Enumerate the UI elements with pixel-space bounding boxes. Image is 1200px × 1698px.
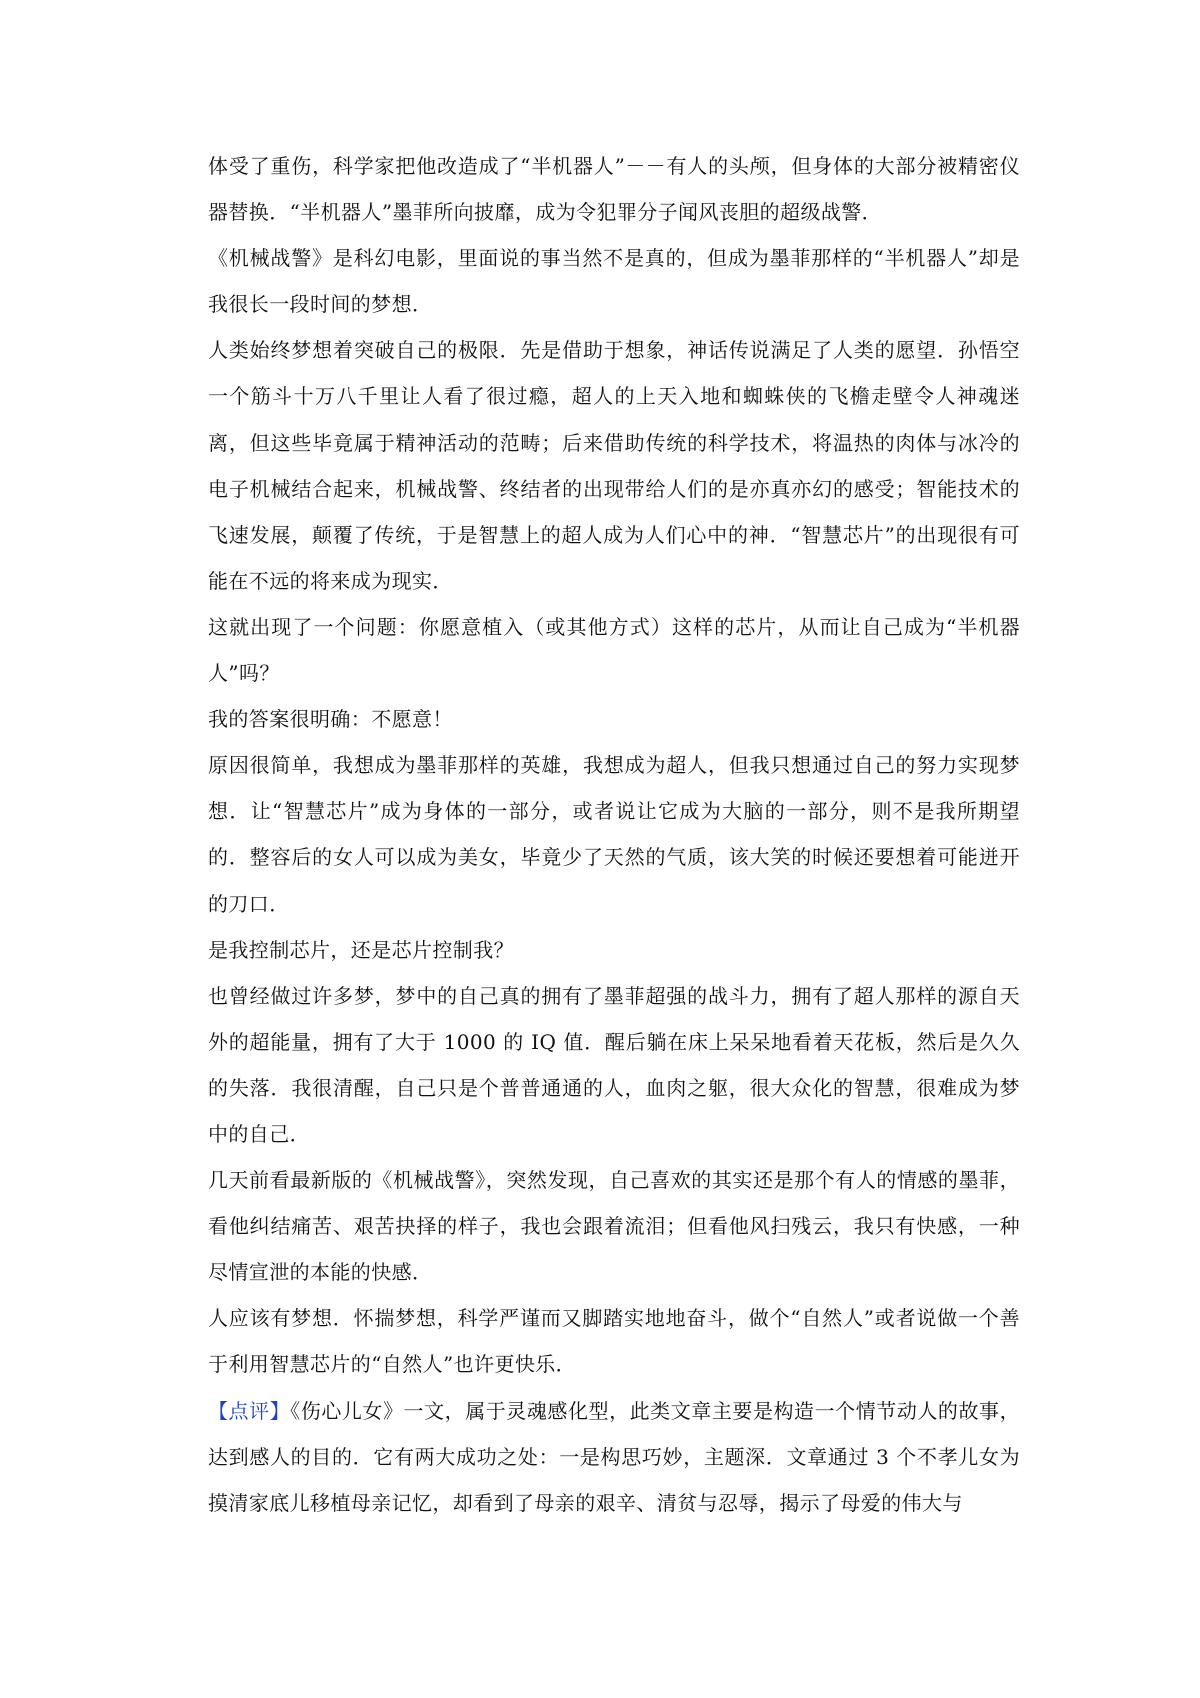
paragraph-dream: 《机械战警》是科幻电影，里面说的事当然不是真的，但成为墨菲那样的“半机器人”却是我很长一段时间的梦想． — [208, 246, 1020, 317]
comment-tag: 【点评】 — [208, 1398, 291, 1423]
paragraph-new-robocop: 几天前看最新版的《机械战警》，突然发现，自己喜欢的其实还是那个有人的情感的墨菲，看他纠结痛苦、艰苦抉择的样子，我也会跟着流泪；但看他风扫残云，我只有快感，一种尽情宣泄的本能的快感． — [208, 1168, 1020, 1285]
paragraph-human-limits: 人类始终梦想着突破自己的极限．先是借助于想象，神话传说满足了人类的愿望．孙悟空一个筋斗十万八千里让人看了很过瘾，超人的上天入地和蜘蛛侠的飞檐走壁令人神魂迷离，但这些毕竟属于精神活动的范畴；后来借助传统的科学技术，将温热的肉体与冰冷的电子机械结合起来，机械战警、终结者的出现带给人们的是亦真亦幻的感受；智能技术的飞速发展，颠覆了传统，于是智慧上的超人成为人们心中的神．“智慧芯片”的出现很有可能在不远的将来成为现实． — [208, 338, 1020, 593]
paragraph-control-question: 是我控制芯片，还是芯片控制我？ — [208, 937, 514, 962]
comment-text: 《伤心儿女》一文，属于灵魂感化型，此类文章主要是构造一个情节动人的故事，达到感人的目的．它有两大成功之处：一是构思巧妙，主题深．文章通过 3 个不孝儿女为摸清家底儿移植母亲记忆，却看到了母亲的艰辛、清贫与忍辱，揭示了母爱的伟大与 — [208, 1398, 1020, 1515]
paragraph-reason: 原因很简单，我想成为墨菲那样的英雄，我想成为超人，但我只想通过自己的努力实现梦想．让“智慧芯片”成为身体的一部分，或者说让它成为大脑的一部分，则不是我所期望的．整容后的女人可以成为美女，毕竟少了天然的气质，该大笑的时候还要想着可能迸开的刀口． — [208, 753, 1020, 916]
essay-body — [208, 143, 1020, 1526]
paragraph-answer: 我的答案很明确：不愿意！ — [208, 707, 453, 732]
comment-paragraph — [208, 1388, 1020, 1526]
paragraph-dreams: 也曾经做过许多梦，梦中的自己真的拥有了墨菲超强的战斗力，拥有了超人那样的源自天外的超能量，拥有了大于 1000 的 IQ 值．醒后躺在床上呆呆地看着天花板，然后是久久的失落．我很清醒，自己只是个普普通通的人，血肉之躯，很大众化的智慧，很难成为梦中的自己． — [208, 983, 1020, 1146]
paragraph-robocop-intro: 体受了重伤，科学家把他改造成了“半机器人”－－有人的头颅，但身体的大部分被精密仪器替换．“半机器人”墨菲所向披靡，成为令犯罪分子闻风丧胆的超级战警． — [208, 154, 1020, 225]
paragraph-question: 这就出现了一个问题：你愿意植入（或其他方式）这样的芯片，从而让自己成为“半机器人”吗？ — [208, 614, 1020, 686]
paragraph-conclusion: 人应该有梦想．怀揣梦想，科学严谨而又脚踏实地地奋斗，做个“自然人”或者说做一个善于利用智慧芯片的“自然人”也许更快乐． — [208, 1306, 1020, 1377]
